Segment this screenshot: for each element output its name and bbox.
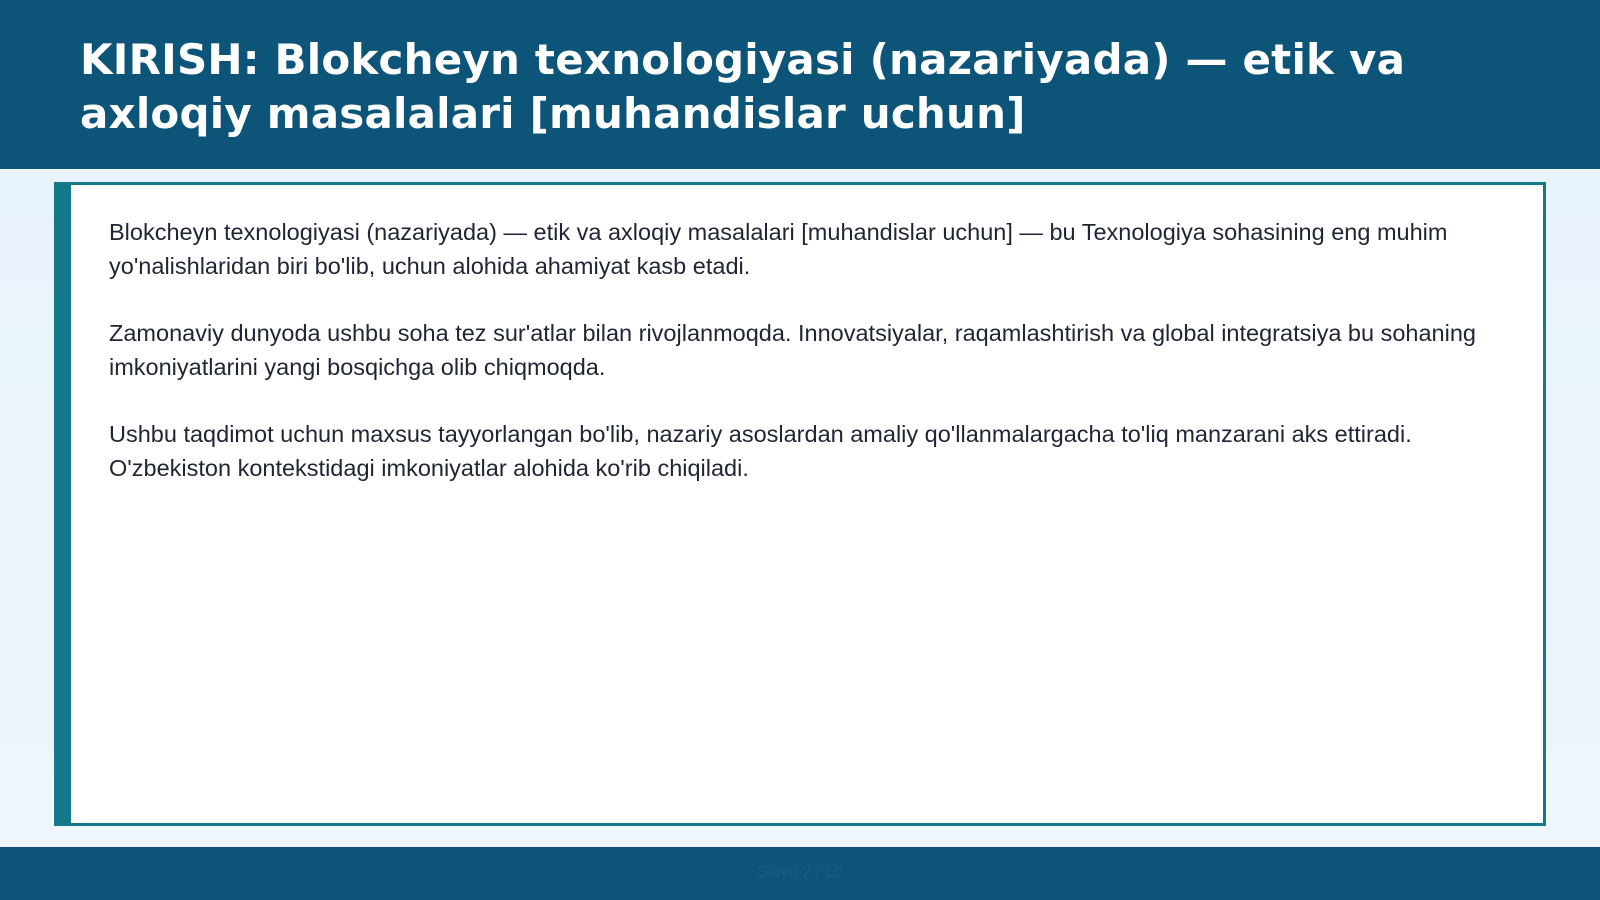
slide-number: Slayd 2 / 10 (757, 864, 843, 881)
content-card (54, 182, 1546, 826)
presentation-scope-paragraph: Ushbu taqdimot uchun maxsus tayyorlangan bo'lib, nazariy asoslardan amaliy qo'llanmalargacha to'liq manzarani aks ettiradi. O'zbekiston kontekstidagi imkoniyatlar alohida ko'rib chiqiladi. (109, 421, 1412, 481)
slide-header (0, 0, 1600, 169)
slide-title: KIRISH: Blokcheyn texnologiyasi (nazariyada) — etik va axloqiy masalalari [muhandislar uchun] (80, 35, 1406, 138)
intro-paragraph: Blokcheyn texnologiyasi (nazariyada) — etik va axloqiy masalalari [muhandislar uchun] — bu Texnologiya sohasining eng muhim yo'nalishlaridan biri bo'lib, uchun alohida ahamiyat kasb etadi. (109, 219, 1448, 279)
content-card-body (109, 215, 1493, 518)
modern-world-paragraph: Zamonaviy dunyoda ushbu soha tez sur'atlar bilan rivojlanmoqda. Innovatsiyalar, raqamlashtirish va global integratsiya bu sohaning imkoniyatlarini yangi bosqichga olib chiqmoqda. (109, 320, 1476, 380)
slide-footer (0, 847, 1600, 900)
